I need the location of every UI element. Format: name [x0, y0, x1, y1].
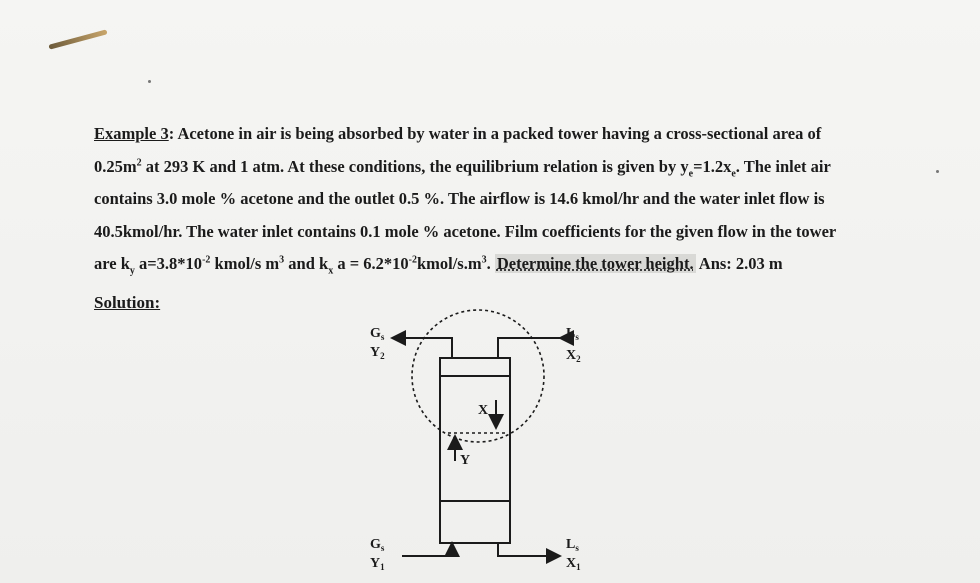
paper-speck: [936, 170, 939, 173]
gas-outlet-line: [392, 338, 452, 358]
gas-inlet-line: [402, 543, 452, 556]
task-highlight: Determine the tower height.: [496, 254, 694, 273]
problem-line-5: are $k_y$ $a=3.8*10^{-2}$ kmol/s $m^3$ and $k_x$ $a = 6.2*10^{-2}kmol/s.m^3$. Determine the tower height. Ans: 2.03 m: [94, 254, 783, 277]
liquid-inlet-line: [498, 338, 560, 358]
label-inner-x: X: [478, 403, 489, 418]
packed-tower-diagram: [350, 296, 630, 581]
pencil-mark: [48, 29, 107, 49]
answer-text: Ans: 2.03 m: [695, 254, 783, 273]
problem-line-4: 40.5kmol/hr. The water inlet contains 0.1 mole % acetone. Film coefficients for the given flow in the tower: [94, 221, 837, 241]
label-inner-y: Y: [460, 453, 471, 468]
label-y2: $Y_2$: [370, 345, 385, 361]
problem-line-1: Example 3: Acetone in air is being absorbed by water in a packed tower having a cross-sectional area of: [94, 124, 822, 143]
problem-line-2: $0.25m^2$ at 293 K and 1 atm. At these conditions, the equilibrium relation is given by $y_e=1.2x_e$. The inlet air: [94, 156, 831, 179]
liquid-outlet-line: [498, 543, 560, 556]
label-gs-bottom: $G_s$: [370, 537, 385, 553]
label-x2: $X_2$: [566, 348, 581, 364]
example-label: Example 3: [94, 124, 169, 143]
label-x1: $X_1$: [566, 556, 581, 572]
tower-body: [440, 358, 510, 543]
label-y1: $Y_1$: [370, 556, 385, 572]
label-ls-bottom: $L_s$: [566, 537, 579, 553]
label-gs-top: $G_s$: [370, 326, 385, 342]
problem-statement: [94, 118, 894, 281]
solution-label: Solution:: [94, 293, 161, 312]
paper-speck: [148, 80, 151, 83]
label-ls-top: $L_s$: [566, 326, 579, 342]
problem-line-3: contains 3.0 mole % acetone and the outlet 0.5 %. The airflow is 14.6 kmol/hr and the water inlet flow is: [94, 189, 825, 208]
